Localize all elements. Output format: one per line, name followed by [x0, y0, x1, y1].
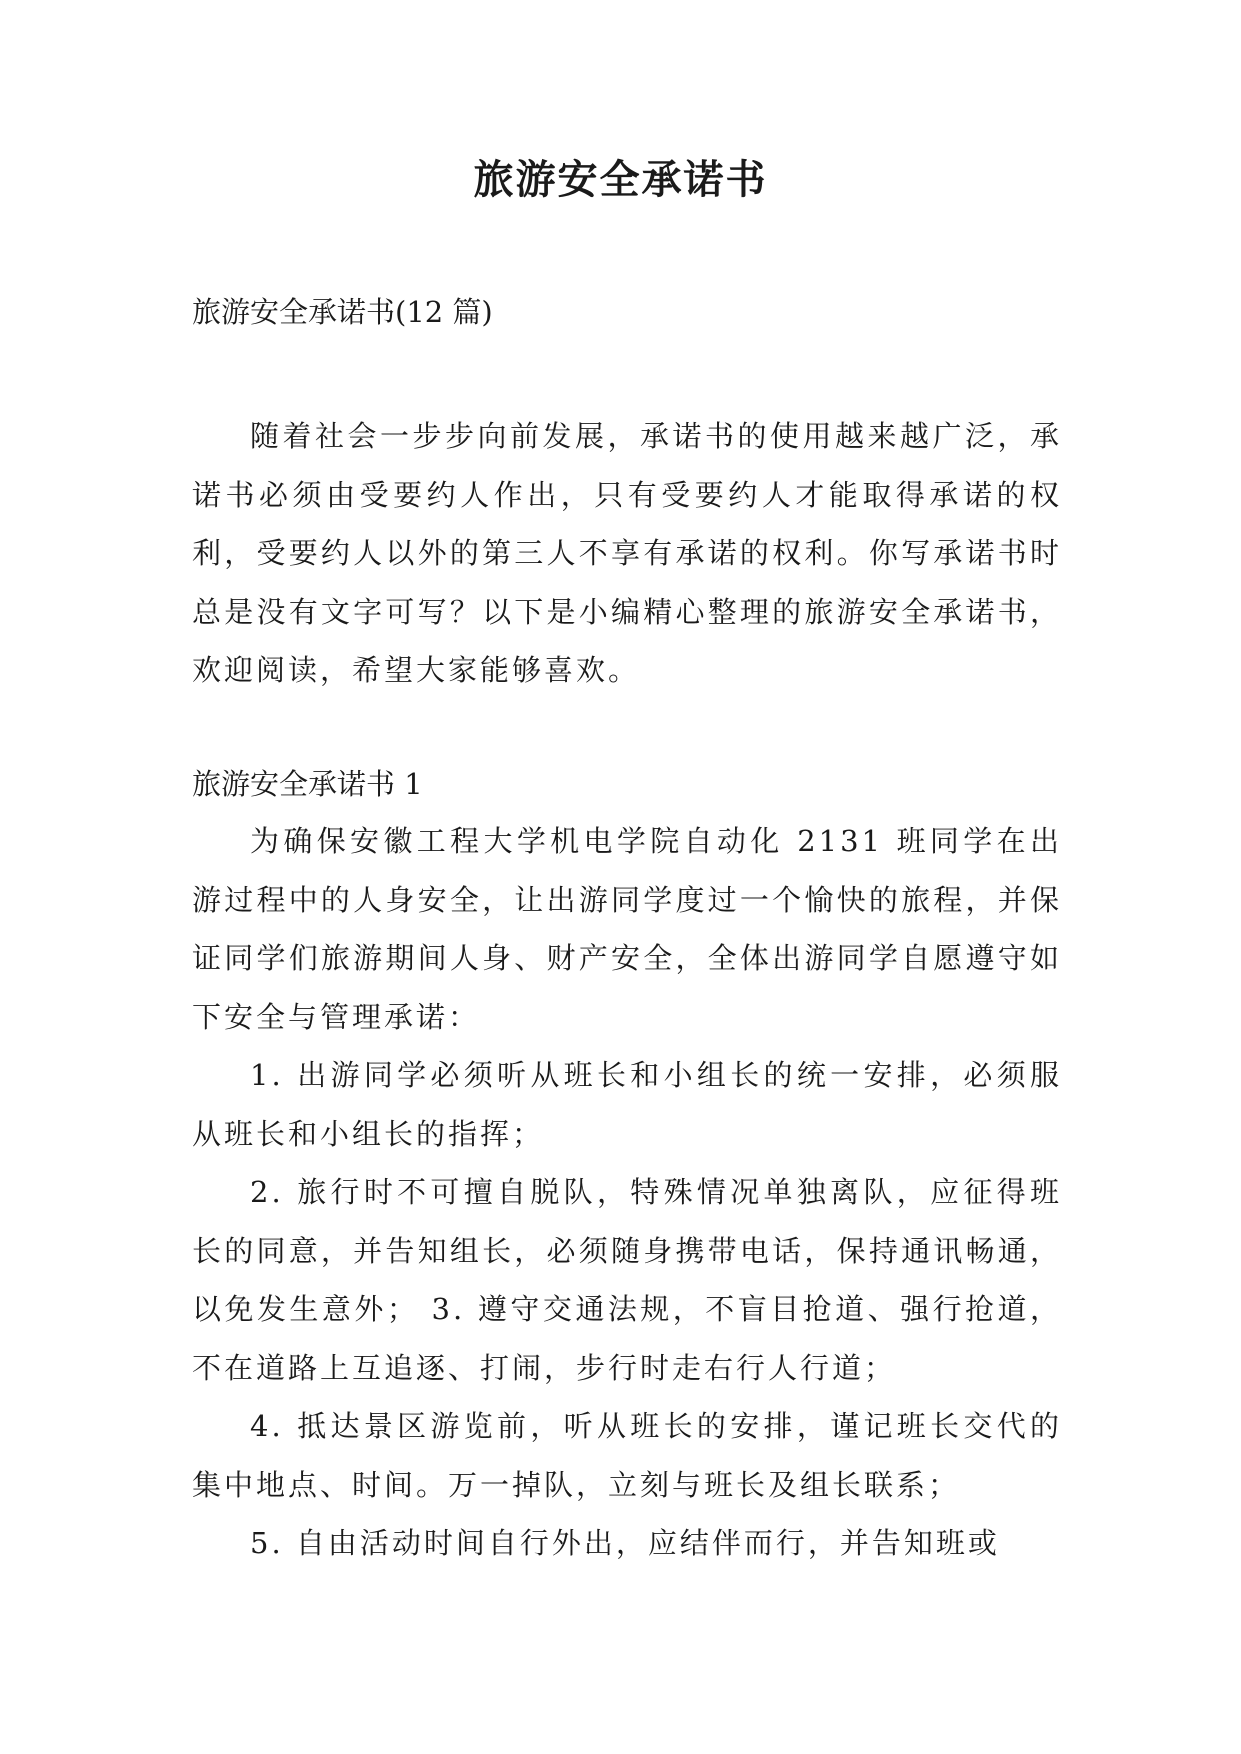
section-body [192, 812, 1062, 1573]
rule-item: 4. 抵达景区游览前，听从班长的安排，谨记班长交代的集中地点、时间。万一掉队，立刻与班长及组长联系； [192, 1409, 1062, 1502]
rule-item: 1. 出游同学必须听从班长和小组长的统一安排，必须服从班长和小组长的指挥； [192, 1058, 1062, 1151]
rule-item: 2. 旅行时不可擅自脱队，特殊情况单独离队，应征得班长的同意，并告知组长，必须随身携带电话，保持通讯畅通，以免发生意外； 3. 遵守交通法规，不盲目抢道、强行抢道，不在道路上互追逐、打闹，步行时走右行人行道； [192, 1175, 1062, 1385]
rule-item: 5. 自由活动时间自行外出，应结伴而行，并告知班或 [250, 1526, 1000, 1560]
document-subtitle: 旅游安全承诺书(12 篇) [192, 295, 493, 329]
intro-paragraph: 随着社会一步步向前发展，承诺书的使用越来越广泛，承诺书必须由受要约人作出，只有受要约人才能取得承诺的权利，受要约人以外的第三人不享有承诺的权利。你写承诺书时总是没有文字可写？以下是小编精心整理的旅游安全承诺书，欢迎阅读，希望大家能够喜欢。 [192, 419, 1062, 687]
intro-section [192, 407, 1062, 700]
page-title: 旅游安全承诺书 [473, 156, 768, 203]
section-paragraph: 为确保安徽工程大学机电学院自动化 2131 班同学在出游过程中的人身安全，让出游同学度过一个愉快的旅程，并保证同学们旅游期间人身、财产安全，全体出游同学自愿遵守如下安全与管理承诺： [192, 824, 1062, 1034]
section-heading: 旅游安全承诺书 1 [192, 767, 423, 801]
